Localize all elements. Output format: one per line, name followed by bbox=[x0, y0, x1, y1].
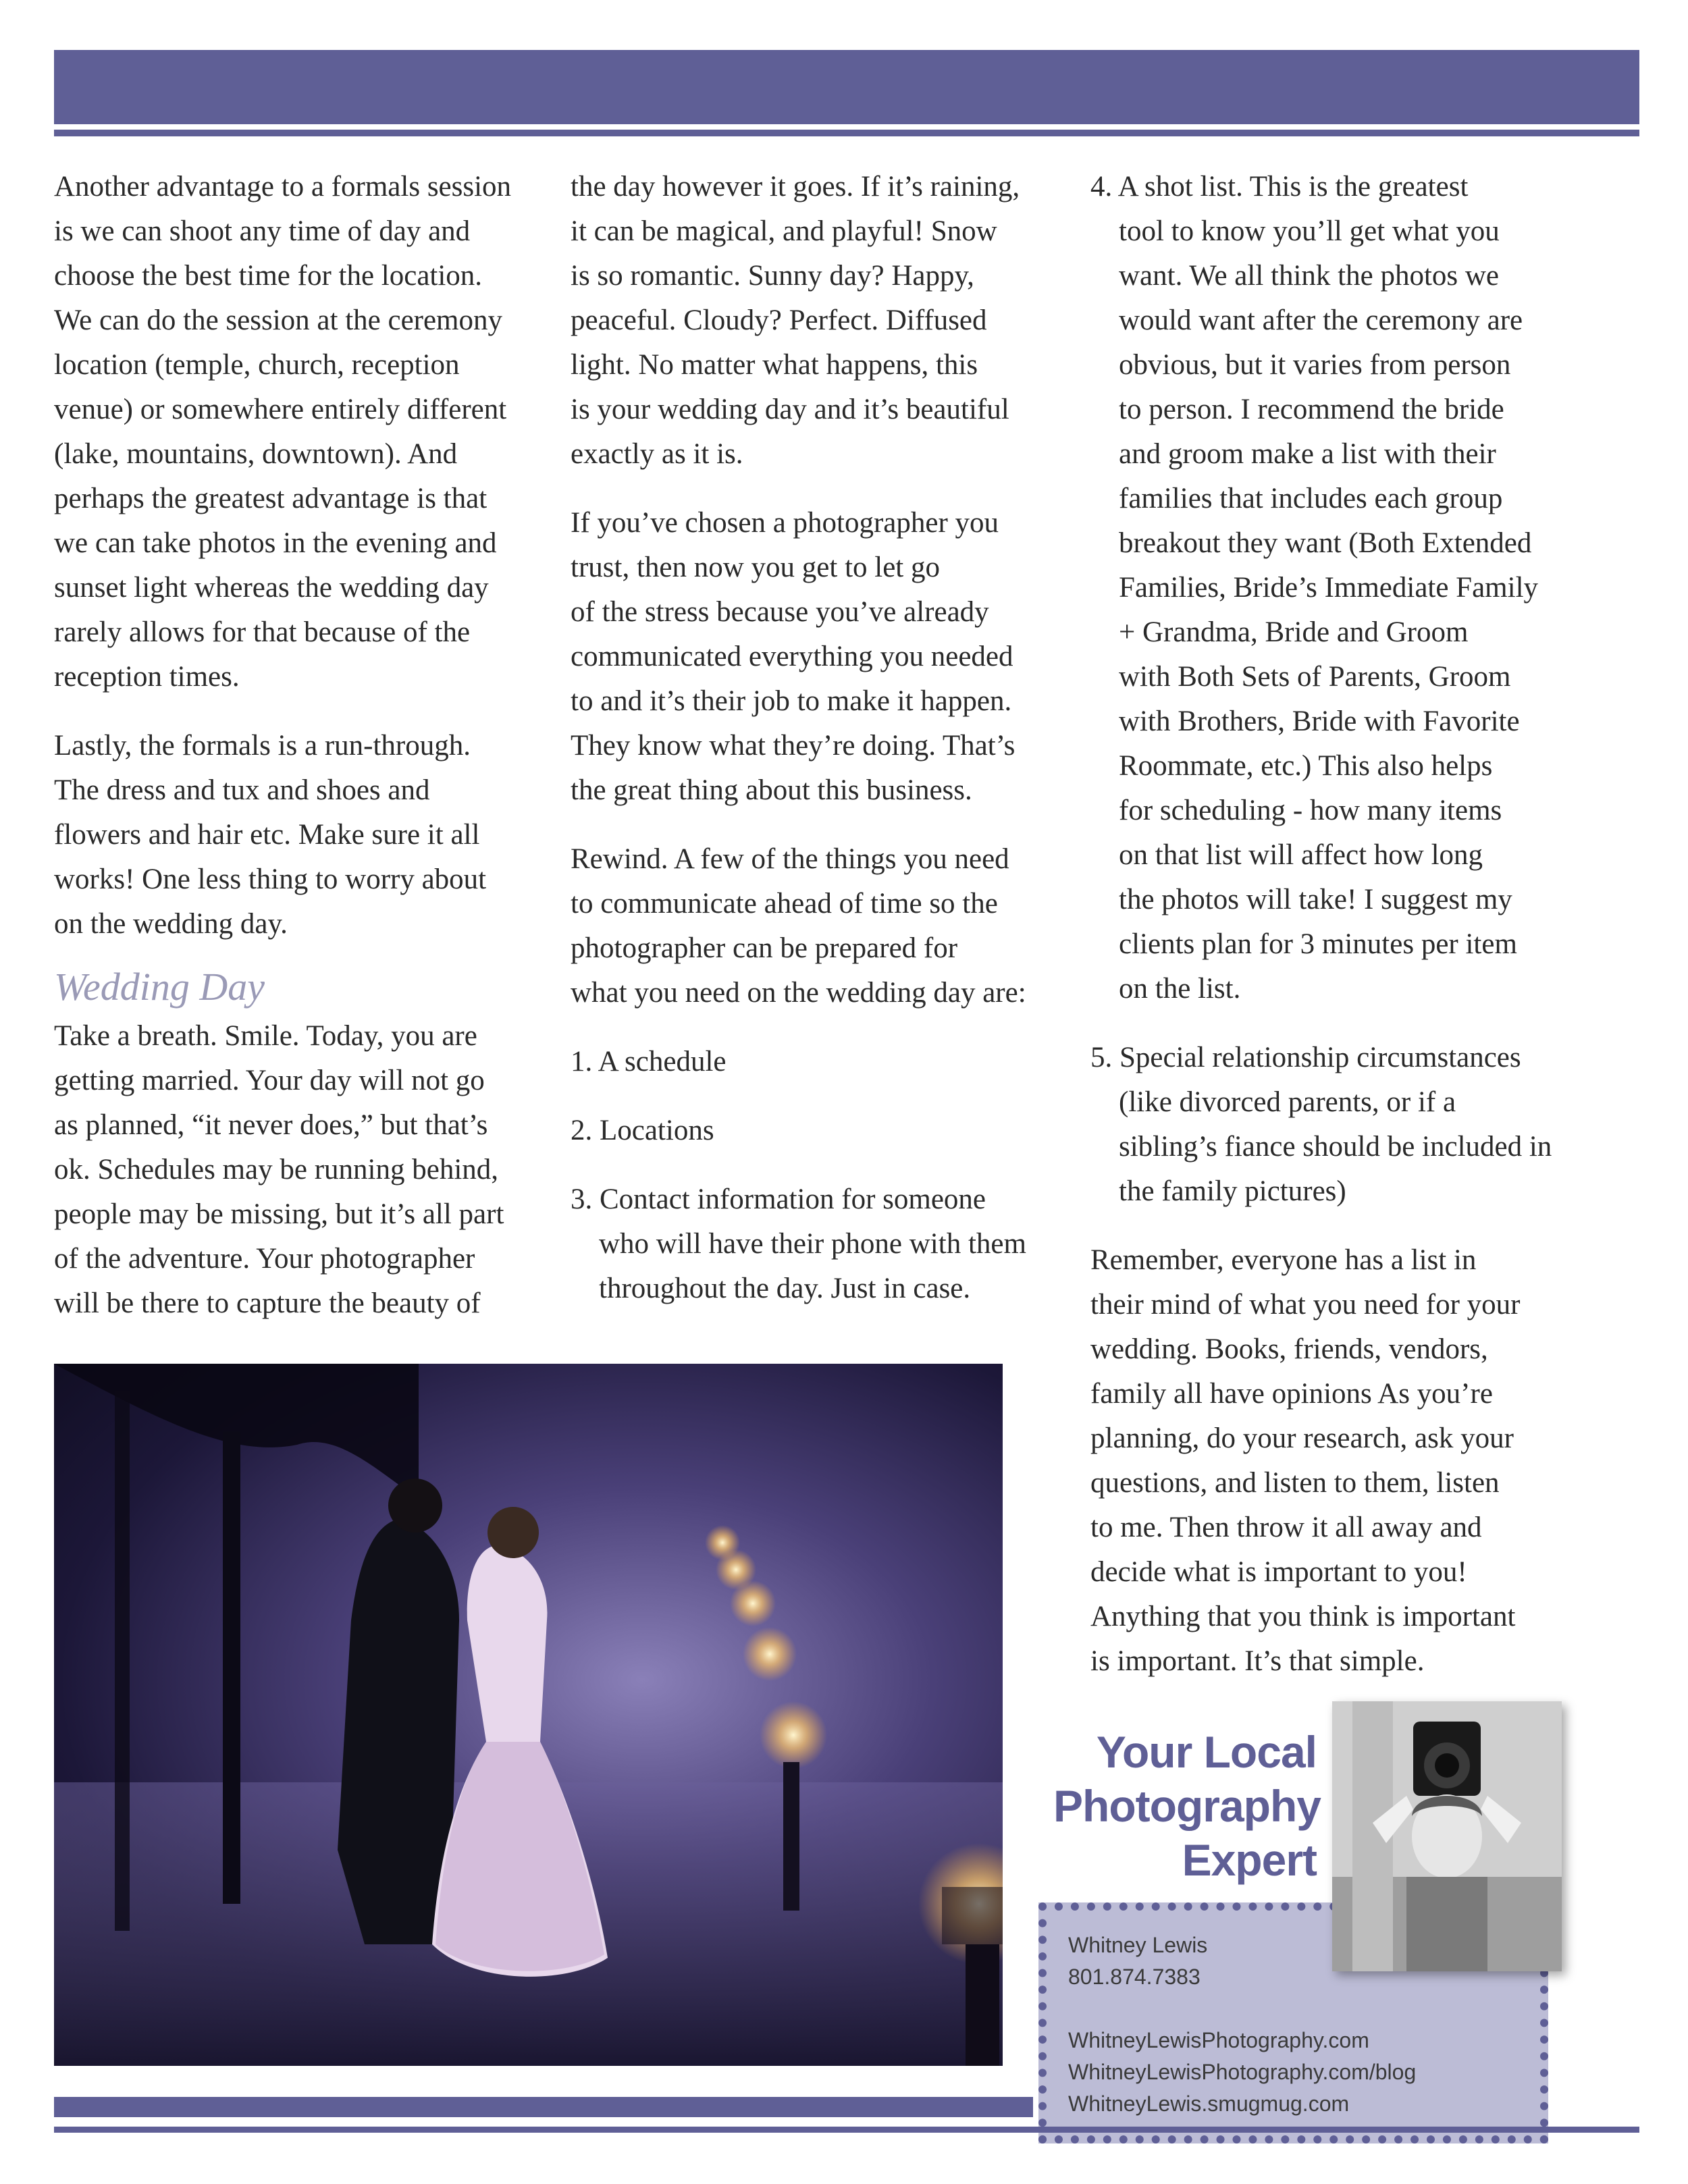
list-item-line: 4. A shot list. This is the greatest bbox=[1090, 171, 1469, 203]
list-item-line: on that list will affect how long bbox=[1119, 839, 1483, 871]
text-line: photographer can be prepared for bbox=[571, 932, 958, 964]
text-line: We can do the session at the ceremony bbox=[54, 304, 503, 336]
text-line: works! One less thing to worry about bbox=[54, 863, 487, 895]
text-line: it can be magical, and playful! Snow bbox=[571, 215, 997, 247]
paragraph bbox=[571, 501, 1070, 813]
list-item-line: 3. Contact information for someone bbox=[571, 1183, 986, 1215]
text-line: decide what is important to you! bbox=[1090, 1556, 1467, 1588]
text-line: is we can shoot any time of day and bbox=[54, 215, 471, 247]
text-line: questions, and listen to them, listen bbox=[1090, 1467, 1500, 1499]
expert-heading bbox=[1053, 1725, 1321, 1887]
list-item-line: with Brothers, Bride with Favorite bbox=[1119, 705, 1520, 737]
list-item-line: the family pictures) bbox=[1119, 1175, 1346, 1207]
paragraph bbox=[54, 165, 547, 699]
text-line: trust, then now you get to let go bbox=[571, 552, 940, 583]
footer-band bbox=[54, 2097, 1033, 2117]
list-item-line: tool to know you’ll get what you bbox=[1119, 215, 1500, 247]
list-item-line: sibling’s fiance should be included in bbox=[1119, 1131, 1552, 1163]
text-line: Anything that you think is important bbox=[1090, 1601, 1516, 1632]
text-line: Lastly, the formals is a run-through. bbox=[54, 730, 471, 762]
text-line: as planned, “it never does,” but that’s bbox=[54, 1109, 488, 1141]
text-line: family all have opinions As you’re bbox=[1090, 1378, 1493, 1410]
heading-line: Expert bbox=[1182, 1835, 1317, 1885]
list-item-line: 2. Locations bbox=[571, 1115, 714, 1146]
text-line: Rewind. A few of the things you need bbox=[571, 843, 1009, 875]
text-line: is important. It’s that simple. bbox=[1090, 1645, 1425, 1677]
text-line: reception times. bbox=[54, 661, 240, 693]
blog-link[interactable]: WhitneyLewisPhotography.com/blog bbox=[1068, 2060, 1417, 2084]
text-line: what you need on the wedding day are: bbox=[571, 977, 1026, 1009]
list-item bbox=[1090, 165, 1590, 1011]
text-line: Take a breath. Smile. Today, you are bbox=[54, 1020, 477, 1052]
text-line: their mind of what you need for your bbox=[1090, 1289, 1521, 1321]
header-band bbox=[54, 50, 1639, 124]
paragraph bbox=[1090, 1238, 1590, 1684]
text-line: we can take photos in the evening and bbox=[54, 527, 497, 559]
text-line: Another advantage to a formals session bbox=[54, 171, 512, 203]
header-rule bbox=[54, 130, 1639, 136]
text-line: on the wedding day. bbox=[54, 908, 288, 940]
text-line: Remember, everyone has a list in bbox=[1090, 1244, 1477, 1276]
text-line: the great thing about this business. bbox=[571, 774, 972, 806]
list-item-line: Roommate, etc.) This also helps bbox=[1119, 750, 1493, 782]
website-link[interactable]: WhitneyLewisPhotography.com bbox=[1068, 2028, 1369, 2052]
list-item-line: 5. Special relationship circumstances bbox=[1090, 1042, 1521, 1073]
list-item-line: obvious, but it varies from person bbox=[1119, 349, 1511, 381]
footer-rule bbox=[54, 2127, 1639, 2133]
text-line: (lake, mountains, downtown). And bbox=[54, 438, 458, 470]
text-line: of the adventure. Your photographer bbox=[54, 1243, 475, 1275]
list-item-line: would want after the ceremony are bbox=[1119, 304, 1523, 336]
list-item-line: 1. A schedule bbox=[571, 1046, 727, 1077]
list-item-line: breakout they want (Both Extended bbox=[1119, 527, 1532, 559]
list-item-line: the photos will take! I suggest my bbox=[1119, 884, 1512, 915]
list-item bbox=[571, 1109, 1070, 1153]
list-item-line: + Grandma, Bride and Groom bbox=[1119, 616, 1469, 648]
heading-line: Your Local bbox=[1096, 1727, 1317, 1777]
contact-info bbox=[1068, 1929, 1514, 2120]
text-line: wedding. Books, friends, vendors, bbox=[1090, 1333, 1488, 1365]
list-item-line: on the list. bbox=[1119, 973, 1241, 1005]
photographer-name: Whitney Lewis bbox=[1068, 1933, 1208, 1957]
list-item-line: Families, Bride’s Immediate Family bbox=[1119, 572, 1539, 604]
text-line: rarely allows for that because of the bbox=[54, 616, 471, 648]
text-line: light. No matter what happens, this bbox=[571, 349, 978, 381]
text-line: flowers and hair etc. Make sure it all bbox=[54, 819, 480, 851]
text-line: exactly as it is. bbox=[571, 438, 743, 470]
text-line: If you’ve chosen a photographer you bbox=[571, 507, 999, 539]
list-item-line: who will have their phone with them bbox=[599, 1228, 1026, 1260]
text-line: peaceful. Cloudy? Perfect. Diffused bbox=[571, 304, 987, 336]
text-line: people may be missing, but it’s all part bbox=[54, 1198, 504, 1230]
list-item-line: with Both Sets of Parents, Groom bbox=[1119, 661, 1511, 693]
phone-number: 801.874.7383 bbox=[1068, 1965, 1201, 1989]
text-line: ok. Schedules may be running behind, bbox=[54, 1154, 499, 1186]
list-item-line: want. We all think the photos we bbox=[1119, 260, 1500, 292]
text-line: will be there to capture the beauty of bbox=[54, 1287, 481, 1319]
text-line: location (temple, church, reception bbox=[54, 349, 460, 381]
list-item-line: families that includes each group bbox=[1119, 483, 1503, 514]
text-line: of the stress because you’ve already bbox=[571, 596, 989, 628]
list-item bbox=[571, 1040, 1070, 1084]
list-item bbox=[1090, 1036, 1590, 1214]
text-line: is so romantic. Sunny day? Happy, bbox=[571, 260, 974, 292]
section-heading-wedding-day: Wedding Day bbox=[54, 965, 265, 1009]
text-line: to and it’s their job to make it happen. bbox=[571, 685, 1012, 717]
text-line: getting married. Your day will not go bbox=[54, 1065, 485, 1096]
list-item-line: clients plan for 3 minutes per item bbox=[1119, 928, 1517, 960]
text-line: is your wedding day and it’s beautiful bbox=[571, 394, 1009, 425]
text-line: the day however it goes. If it’s raining, bbox=[571, 171, 1020, 203]
paragraph bbox=[54, 1014, 547, 1326]
list-item-line: and groom make a list with their bbox=[1119, 438, 1496, 470]
paragraph bbox=[571, 837, 1070, 1015]
list-item-line: throughout the day. Just in case. bbox=[599, 1273, 971, 1304]
wedding-couple-photo bbox=[54, 1364, 1003, 2066]
list-item-line: to person. I recommend the bride bbox=[1119, 394, 1504, 425]
text-line: to communicate ahead of time so the bbox=[571, 888, 998, 920]
text-line: to me. Then throw it all away and bbox=[1090, 1512, 1482, 1543]
smugmug-link[interactable]: WhitneyLewis.smugmug.com bbox=[1068, 2092, 1350, 2116]
column-1 bbox=[54, 165, 547, 1326]
heading-line: Photography bbox=[1053, 1781, 1321, 1831]
text-line: choose the best time for the location. bbox=[54, 260, 483, 292]
list-item-line: (like divorced parents, or if a bbox=[1119, 1086, 1456, 1118]
text-line: communicated everything you needed bbox=[571, 641, 1013, 672]
text-line: sunset light whereas the wedding day bbox=[54, 572, 489, 604]
text-line: planning, do your research, ask your bbox=[1090, 1422, 1514, 1454]
text-line: They know what they’re doing. That’s bbox=[571, 730, 1016, 762]
paragraph bbox=[54, 724, 547, 947]
column-3 bbox=[1090, 165, 1590, 1684]
list-item-line: for scheduling - how many items bbox=[1119, 795, 1502, 826]
text-line: The dress and tux and shoes and bbox=[54, 774, 430, 806]
text-line: venue) or somewhere entirely different bbox=[54, 394, 507, 425]
paragraph bbox=[571, 165, 1070, 477]
column-2 bbox=[571, 165, 1070, 1311]
text-line: perhaps the greatest advantage is that bbox=[54, 483, 487, 514]
list-item bbox=[571, 1177, 1070, 1311]
